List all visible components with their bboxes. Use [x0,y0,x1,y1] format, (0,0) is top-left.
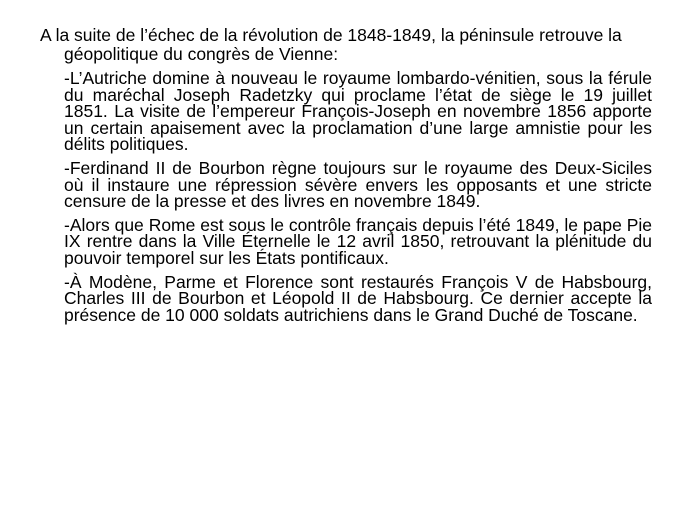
intro-text: A la suite de l’échec de la révolution de 1848-1849, la péninsule retrouve la géopolitique du congrès de Vienne: [40,25,622,64]
paragraph-duchies: -À Modène, Parme et Florence sont restaurés François V de Habsbourg, Charles III de Bourbon et Léopold II de Habsbourg. Ce dernier accepte la présence de 10 000 soldats autrichiens dans le Grand Duché de Toscane. [64,271,652,325]
paragraph-rome: -Alors que Rome est sous le contrôle français depuis l’été 1849, le pape Pie IX rentre dans la Ville Éternelle le 12 avril 1850, retrouvant la plénitude du pouvoir temporel sur les États pontificaux. [64,214,652,268]
paragraph-two-sicilies: -Ferdinand II de Bourbon règne toujours sur le royaume des Deux-Siciles où il instaure une répression sévère envers les opposants et une stricte censure de la presse et des livres en novembre 1849. [64,157,652,212]
intro-paragraph [40,26,660,64]
paragraph-austria: -L’Autriche domine à nouveau le royaume lombardo-vénitien, sous la férule du maréchal Joseph Radetzky qui proclame l’état de siège le 19 juillet 1851. La visite de l’empereur François-Joseph en novembre 1856 apporte un certain apaisement avec la proclamation d’une large amnistie pour les délits politiques. [64,68,652,155]
paragraph-list [64,70,652,330]
